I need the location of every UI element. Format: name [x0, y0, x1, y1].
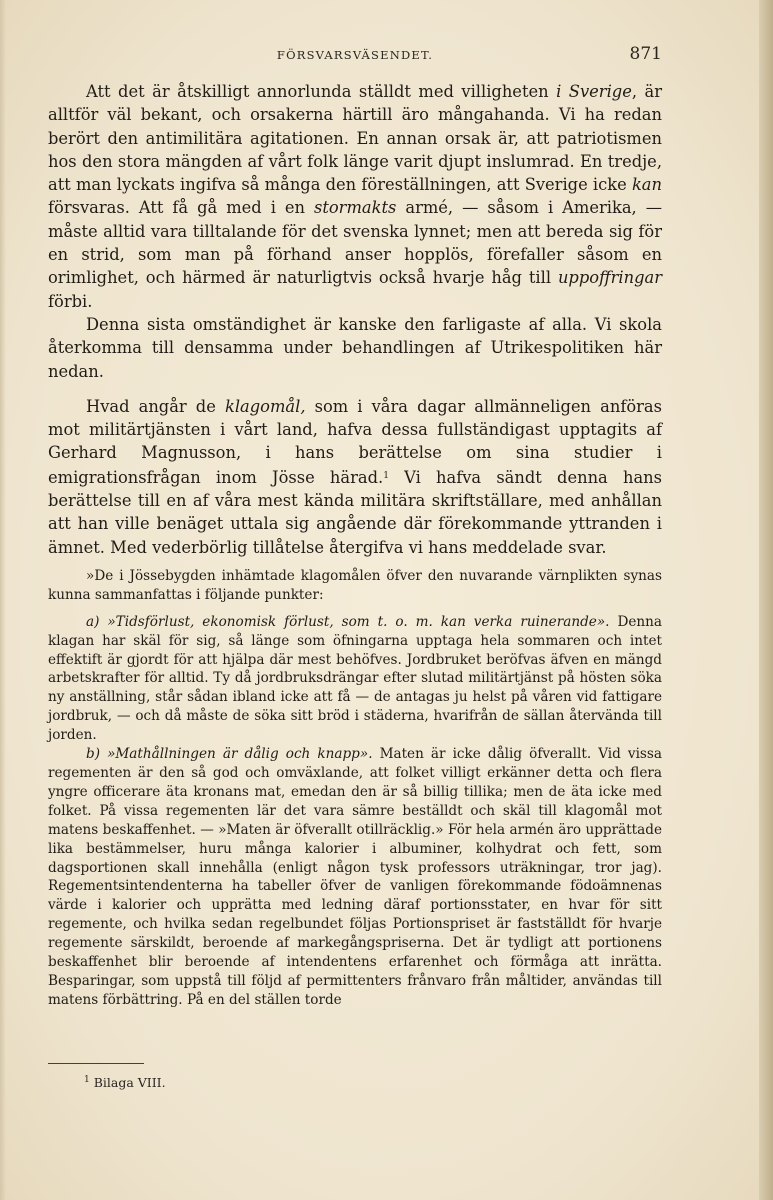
page-number: 871 — [629, 44, 662, 64]
running-head — [48, 46, 662, 68]
paragraph-2: Denna sista omständighet är kanske den farligaste af alla. Vi skola återkomma till densamma under behandlingen af Utrikespolitiken här nedan. — [48, 314, 662, 381]
footnote-mark: 1 — [84, 1075, 90, 1085]
point-a-heading: a) »Tidsförlust, ekonomisk förlust, som t. o. m. kan verka ruinerande». — [86, 613, 610, 630]
quote-intro: »De i Jössebygden inhämtade klagomålen öfver den nuvarande värnplikten synas kunna sammanfattas i följande punkter: — [48, 567, 662, 603]
running-title: FÖRSVARSVÄSENDET. — [276, 48, 434, 62]
footnote-reference: 1 — [383, 470, 389, 481]
paragraph-3: Hvad angår de klagomål, som i våra dagar allmänneligen anföras mot militärtjänsten i vårt land, hafva dessa fullständigast upptagits af Gerhard Magnusson, i hans berättelse om sina studier i emigrationsfrågan inom Jösse härad.$^1$ Vi hafva sändt denna hans berättelse till en af våra mest kända militära skriftställare, med anhållan att han ville benäget uttala sig angående där förekommande yttranden i ämnet. Med vederbörlig tillåtelse återgifva vi hans meddelade svar. — [48, 396, 662, 557]
point-b-heading: b) »Mathållningen är dålig och knapp». — [86, 746, 373, 763]
footnote-text: Bilaga VIII. — [89, 1075, 166, 1090]
footnote-divider — [48, 1063, 144, 1064]
quoted-reply — [48, 567, 662, 1010]
main-text — [48, 80, 662, 1010]
page-left-edge — [0, 0, 6, 1200]
quote-point-b: b) »Mathållningen är dålig och knapp». Maten är icke dålig öfverallt. Vid vissa regementen är den så god och omväxlande, att folket villigt erkänner detta och flera yngre officerare äta kronans mat, emedan den är så billig tillika; men de äta icke med folket. På vissa regementen lär det vara sämre beställdt och skäl till klagomål mot matens beskaffenhet. — »Maten är öfverallt otillräcklig.» För hela armén äro upprättade lika bestämmelser, huru många kalorier i albuminer, kolhydrat och fett, som dagsportionen skall innehålla (enligt någon tysk professors uträkningar, tror jag). Regementsintendenterna ha tabeller öfver de vanligen förekommande födoämnenas värde i kalorier och upprätta med ledning däraf portionsstater, en hvar för sitt regemente, och hvilka sedan regelbundet följas Portionspriset är fastställdt för hvarje regemente särskildt, beroende af markegångspriserna. Det är tydligt att portionens beskaffenhet blir beroende af intendentens erfarenhet och förmåga att inrätta. Besparingar, som uppstå till följd af permittenters frånvaro från måltider, användas till matens förbättring. På en del ställen torde — [48, 746, 662, 1008]
footnote — [84, 1075, 166, 1090]
book-spine-edge — [759, 0, 773, 1200]
quote-point-a: a) »Tidsförlust, ekonomisk förlust, som t. o. m. kan verka ruinerande». Denna klagan har skäl för sig, så länge som öfningarna upptaga hela sommaren och intet effektift är gjordt för att hjälpa där mest behöfves. Jordbruket beröfvas äfven en mängd arbetskrafter för alltid. Ty då jordbruksdrängar efter slutad militärtjänst på hösten söka ny anställning, står sådan ibland icke att få — de antagas ju helst på våren vid fattigare jordbruk, — och då måste de söka sitt bröd i städerna, hvarifrån de sällan återvända till jorden. — [48, 613, 662, 744]
paragraph-1: Att det är åtskilligt annorlunda ställdt med villigheten i Sverige, är alltför väl bekant, och orsakerna härtill äro mångahanda. Vi ha redan berört den antimilitära agitationen. En annan orsak är, att patriotismen hos den stora mängden af vårt folk länge varit djupt inslumrad. En tredje, att man lyckats ingifva så många den föreställningen, att Sverige icke kan försvaras. Att få gå med i en stormakts armé, — såsom i Amerika, — måste alltid vara tilltalande för det svenska lynnet; men att bereda sig för en strid, som man på förhand anser hopplös, förefaller såsom en orimlighet, och härmed är naturligtvis också hvarje håg till uppoffringar förbi. — [48, 82, 662, 311]
